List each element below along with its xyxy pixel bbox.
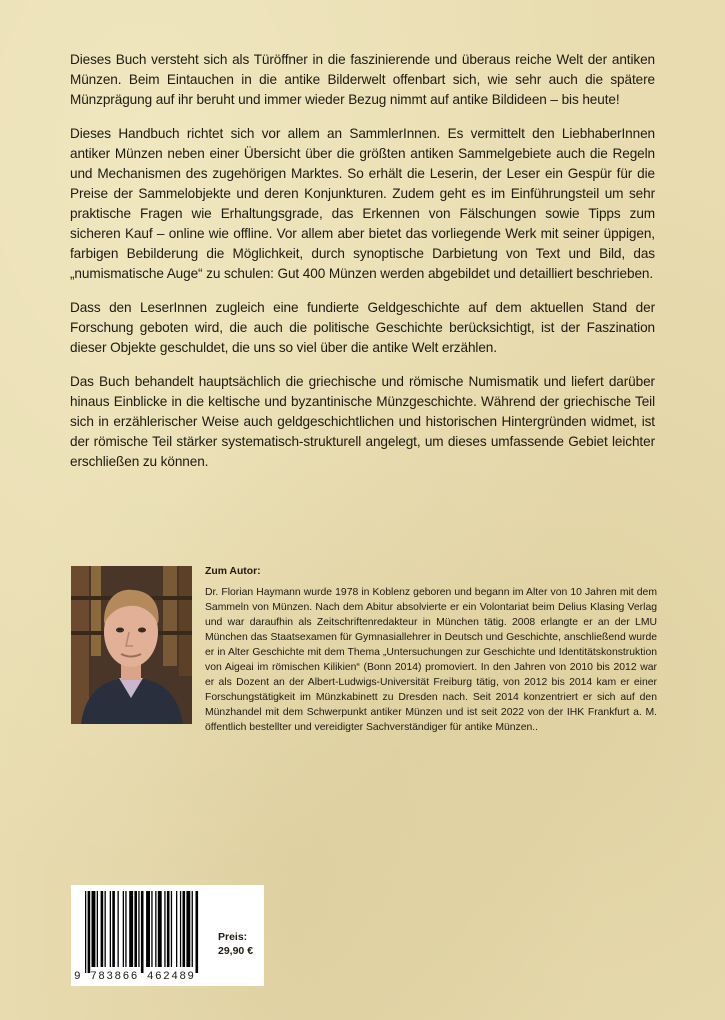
- barcode-bar: [158, 891, 162, 967]
- barcode-bar: [180, 891, 181, 967]
- barcode-bar: [146, 891, 150, 967]
- barcode-bar: [92, 891, 96, 967]
- author-section: [205, 564, 657, 735]
- author-heading: Zum Autor:: [205, 566, 261, 577]
- author-bio: Dr. Florian Haymann wurde 1978 in Koblenz geboren und begann im Alter von 10 Jahren mit dem Sammeln von Münzen. Nach dem Abitur absolvierte er ein Volontariat beim Delius Klasing Verlag und war daraufhin als Zeitschriftenredakteur in München tätig. 2008 erlangte er an der LMU München das Staatsexamen für Gymnasiallehrer in Deutsch und Geschichte, anschließend wurde er in Alter Geschichte mit dem Thema „Untersuchungen zur Geschichte und Identitätskonstruktion von Aigeai im römischen Kilikien“ (Bonn 2014) promoviert. In den Jahren von 2010 bis 2012 war er als Dozent an der Albert-Ludwigs-Universität Freiburg tätig, von 2012 bis 2014 kam er einer Forschungstätigkeit im Münzkabinett zu Dresden nach. Seit 2014 konzentriert er sich auf den Münzhandel mit dem Schwerpunkt antiker Münzen und ist seit 2022 von der IHK Frankfurt a. M. öffentlich bestellter und vereidigter Sachverständiger für antike Münzen..: [205, 587, 657, 733]
- barcode-bar: [112, 891, 115, 967]
- blurb-paragraph: Das Buch behandelt hauptsächlich die griechische und römische Numismatik und liefert darüber hinaus Einblicke in die keltische und byzantinische Münzgeschichte. Während der griechische Teil sich in erzählerischer Weise auch geldgeschichtlichen und historischen Hintergründen widmet, ist der römische Teil stärker systematisch-strukturell angelegt, um dieses umfassende Gebiet leichter erschließen zu können.: [70, 374, 655, 469]
- blurb-text: [70, 50, 655, 486]
- author-portrait-icon: [71, 566, 192, 724]
- author-photo: [71, 566, 192, 724]
- barcode: [71, 885, 264, 986]
- barcode-bar: [141, 891, 144, 973]
- barcode-bar: [196, 891, 199, 973]
- barcode-bar: [155, 891, 156, 967]
- barcode-bar: [183, 891, 186, 967]
- blurb-paragraph: Dieses Handbuch richtet sich vor allem an SammlerInnen. Es vermittelt den LiebhaberInnen antiker Münzen neben einer Übersicht über die größten antiken Sammelgebiete auch die Regeln und Mechanismen des zugehörigen Marktes. So erhält die Leserin, der Leser ein Gespür für die Preise der Sammelobjekte und deren Konjunkturen. Zudem geht es im Einführungsteil um sehr praktische Fragen wie Erhaltungsgrade, das Erkennen von Fälschungen sowie Tipps zum sicheren Kauf – online wie offline. Vor allem aber bietet das vorliegende Werk mit seiner üppigen, farbigen Bebilderung die Möglichkeit, durch synoptische Darbietung von Text und Bild, das „numismatische Auge“ zu schulen: Gut 400 Münzen werden abgebildet und detailliert beschrieben.: [70, 126, 655, 281]
- barcode-bar: [97, 891, 98, 967]
- price-value: 29,90 €: [218, 945, 254, 957]
- barcode-bar: [129, 891, 133, 967]
- blurb-paragraph: Dieses Buch versteht sich als Türöffner in die faszinierende und überaus reiche Welt der antiken Münzen. Beim Eintauchen in die antike Bilderwelt offenbart sich, wie sehr auch die spätere Münzprägung auf ihr beruht und immer wieder Bezug nimmt auf antike Bildideen – bis heute!: [70, 52, 655, 107]
- barcode-bar: [151, 891, 152, 967]
- barcode-bar: [123, 891, 124, 967]
- barcode-bar: [171, 891, 172, 967]
- barcode-bar: [186, 891, 190, 967]
- barcode-bar: [85, 891, 86, 973]
- blurb-paragraph: Dass den LeserInnen zugleich eine fundierte Geldgeschichte auf dem aktuellen Stand der Forschung geboten wird, die auch die politische Geschichte berücksichtigt, ist der Faszination dieser Objekte geschuldet, die uns so viel über die antike Welt erzählen.: [70, 300, 655, 355]
- barcode-bar: [125, 891, 126, 967]
- barcode-digits: 9 783866 462489: [74, 971, 196, 983]
- barcode-bar: [88, 891, 91, 973]
- barcode-bar: [134, 891, 137, 967]
- barcode-bar: [101, 891, 104, 967]
- barcode-bar: [192, 891, 193, 967]
- price-block: [218, 930, 253, 958]
- barcode-bar: [167, 891, 170, 967]
- price-label: Preis:: [218, 931, 248, 943]
- barcode-bar: [110, 891, 111, 967]
- barcode-bar: [118, 891, 119, 967]
- barcode-bar: [138, 891, 139, 967]
- barcode-bar: [105, 891, 106, 967]
- barcode-bar: [164, 891, 165, 967]
- barcode-bar: [176, 891, 177, 967]
